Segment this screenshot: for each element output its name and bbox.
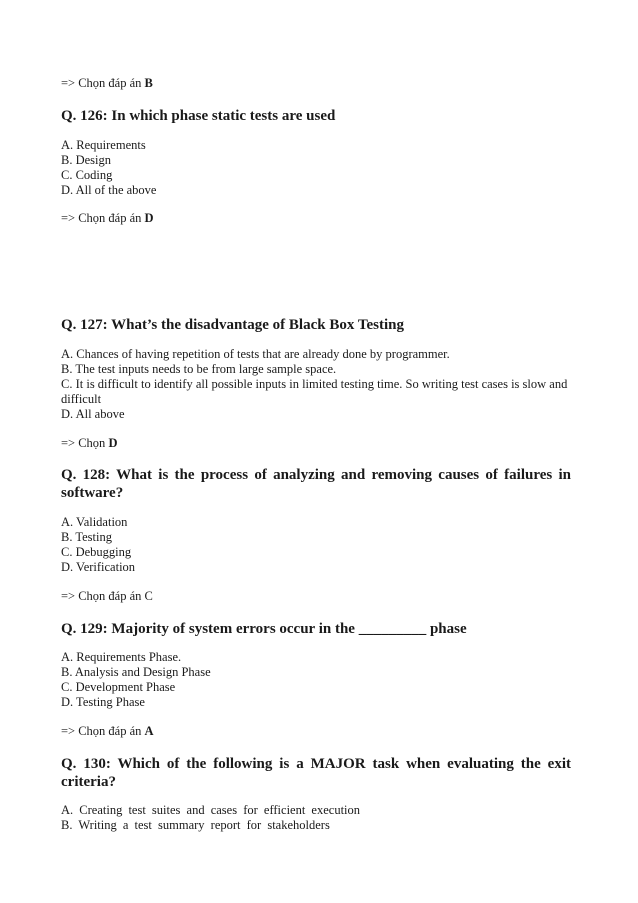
answer-line: => Chọn đáp án C xyxy=(61,589,153,603)
option: A. Creating test suites and cases for efficient execution xyxy=(61,803,361,817)
option: D. All of the above xyxy=(61,183,157,197)
question-title: Q. 126: In which phase static tests are used xyxy=(61,108,336,124)
option: B. Testing xyxy=(61,530,112,544)
option: A. Validation xyxy=(61,515,128,529)
option: D. Testing Phase xyxy=(61,695,145,709)
option: B. The test inputs needs to be from large sample space. xyxy=(61,362,337,376)
option-list xyxy=(61,347,571,422)
question-title: Q. 128: What is the process of analyzing and removing causes of failures in software? xyxy=(61,467,571,501)
option-list xyxy=(61,650,571,710)
question-title: Q. 127: What’s the disadvantage of Black Box Testing xyxy=(61,317,404,333)
answer-line: => Chọn đáp án A xyxy=(61,724,154,738)
option: C. Development Phase xyxy=(61,680,176,694)
answer-line: => Chọn đáp án D xyxy=(61,211,154,225)
option: D. Verification xyxy=(61,560,136,574)
option: B. Analysis and Design Phase xyxy=(61,665,211,679)
option: D. All above xyxy=(61,407,125,421)
option: B. Writing a test summary report for stakeholders xyxy=(61,818,330,832)
option: C. Coding xyxy=(61,168,113,182)
question-title: Q. 130: Which of the following is a MAJOR task when evaluating the exit criteria? xyxy=(61,756,571,790)
option: A. Requirements xyxy=(61,138,146,152)
option-list xyxy=(61,803,571,833)
option: C. Debugging xyxy=(61,545,132,559)
option-list xyxy=(61,515,571,575)
answer-line: => Chọn đáp án B xyxy=(61,76,153,90)
question-title: Q. 129: Majority of system errors occur in the _________ phase xyxy=(61,621,467,637)
option-list xyxy=(61,138,571,198)
option: A. Chances of having repetition of tests that are already done by programmer. xyxy=(61,347,450,361)
option: A. Requirements Phase. xyxy=(61,650,182,664)
option: C. It is difficult to identify all possible inputs in limited testing time. So writing test cases is slow and difficult xyxy=(61,377,568,406)
answer-line: => Chọn D xyxy=(61,436,118,450)
option: B. Design xyxy=(61,153,111,167)
